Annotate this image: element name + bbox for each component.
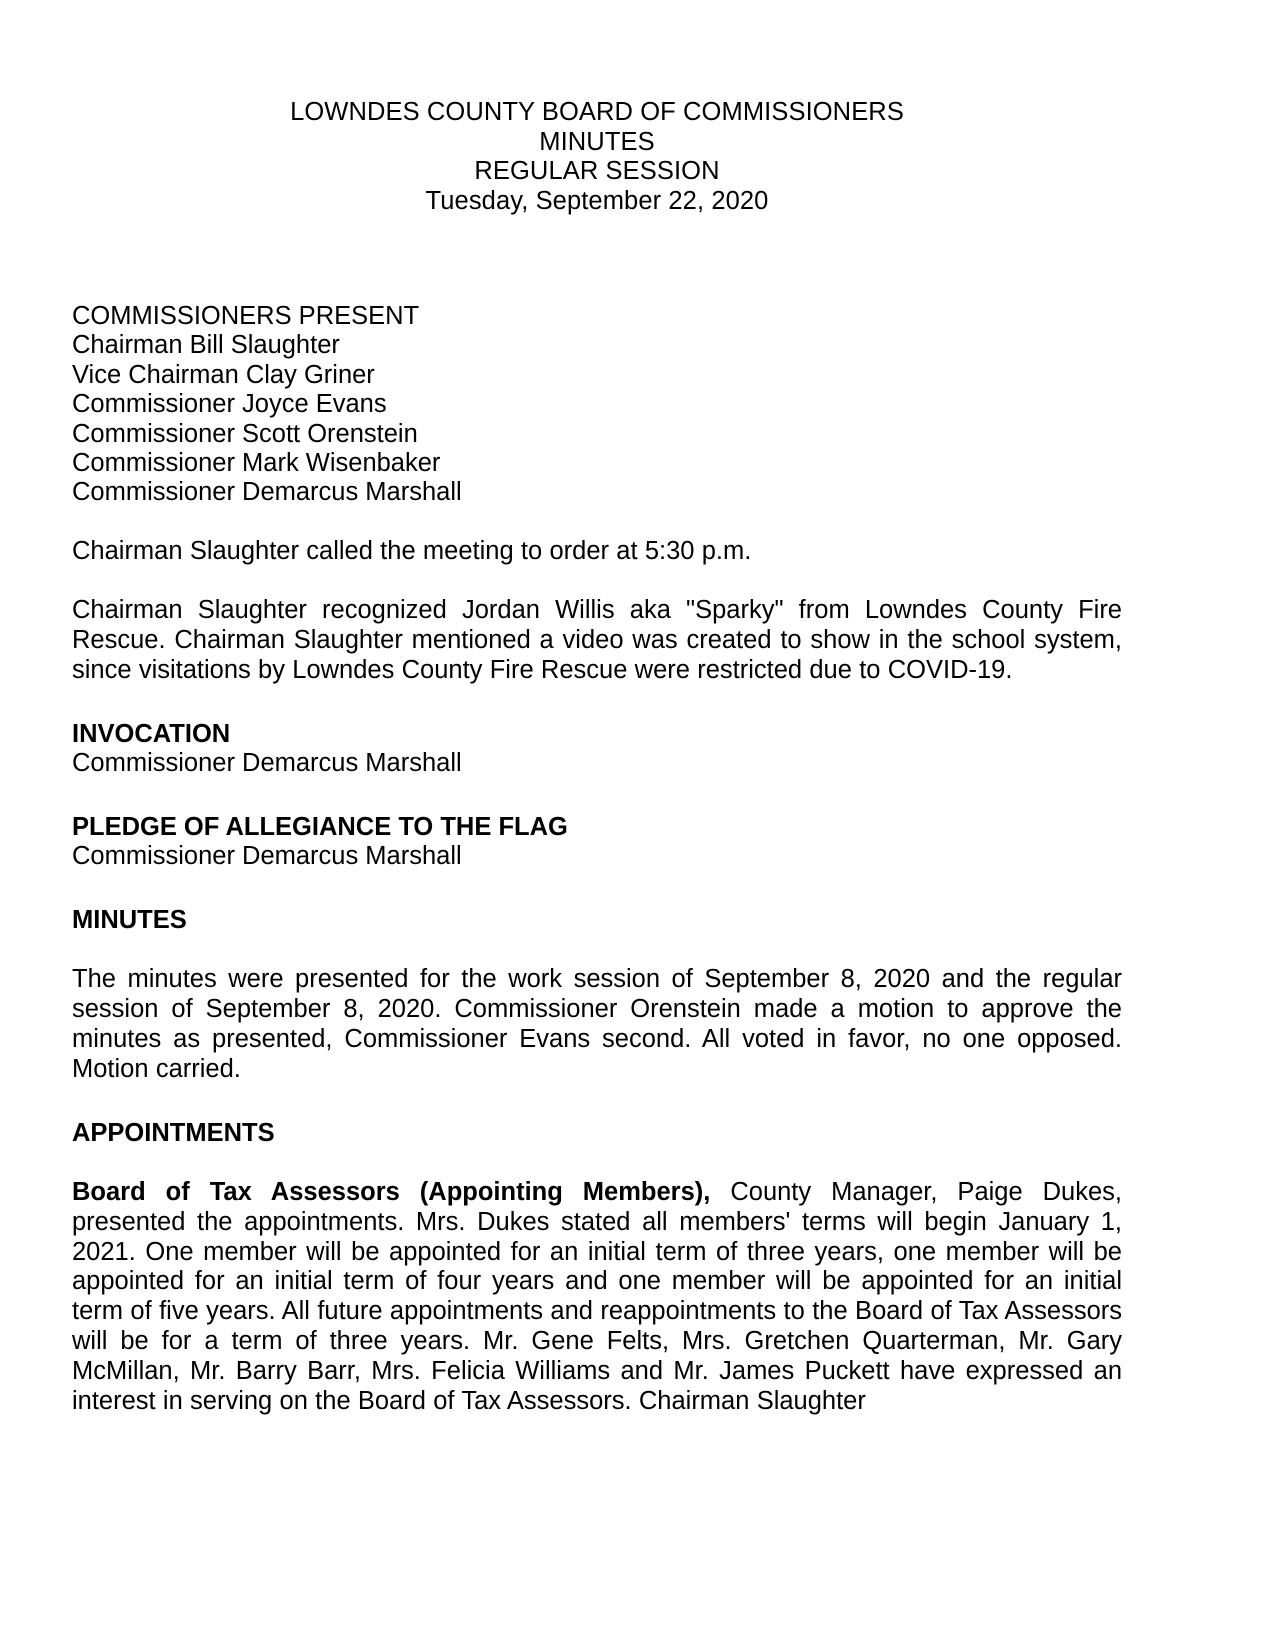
section-heading-appointments: APPOINTMENTS (72, 1118, 275, 1147)
section-heading-invocation: INVOCATION (72, 719, 231, 748)
roster-item-commissioner-orenstein: Commissioner Scott Orenstein (72, 419, 418, 448)
roster-item-commissioner-marshall: Commissioner Demarcus Marshall (72, 478, 462, 507)
header-spacer (72, 216, 1122, 302)
pledge-person: Commissioner Demarcus Marshall (72, 842, 462, 871)
spacer-before-invocation (72, 686, 1122, 720)
roster-item-chairman: Chairman Bill Slaughter (72, 331, 340, 360)
spacer-before-recognition (72, 567, 1122, 596)
spacer-before-minutes (72, 872, 1122, 906)
spacer-before-pledge (72, 779, 1122, 813)
commissioners-present-block (72, 302, 1122, 508)
document-content (72, 98, 1122, 1416)
roster-item-commissioner-wisenbaker: Commissioner Mark Wisenbaker (72, 449, 441, 478)
spacer-before-appointments (72, 1085, 1122, 1119)
invocation-person: Commissioner Demarcus Marshall (72, 749, 462, 778)
spacer-before-minutes-body (72, 935, 1122, 965)
appointments-tax-assessors-paragraph (72, 1178, 1122, 1416)
roster-item-vice-chairman: Vice Chairman Clay Griner (72, 360, 375, 389)
header-line-organization: LOWNDES COUNTY BOARD OF COMMISSIONERS (290, 98, 904, 126)
spacer-before-call-to-order (72, 508, 1122, 537)
minutes-paragraph: The minutes were presented for the work session of September 8, 2020 and the regular session of September 8, 2020. Commissioner Orenstein made a motion to approve the minutes as presented, Commissioner Evans second. All voted in favor, no one opposed. Motion carried. (72, 965, 1122, 1083)
call-to-order-paragraph: Chairman Slaughter called the meeting to order at 5:30 p.m. (72, 537, 752, 566)
appointments-item-lead: Board of Tax Assessors (Appointing Members), (72, 1178, 711, 1206)
section-heading-minutes: MINUTES (72, 905, 187, 934)
commissioners-present-heading: COMMISSIONERS PRESENT (72, 302, 420, 330)
header-line-doctype: MINUTES (539, 127, 655, 156)
spacer-before-appointments-body (72, 1148, 1122, 1178)
document-header (72, 98, 1122, 216)
header-line-date: Tuesday, September 22, 2020 (425, 186, 769, 215)
header-line-session: REGULAR SESSION (474, 157, 720, 185)
recognition-paragraph: Chairman Slaughter recognized Jordan Willis aka "Sparky" from Lowndes County Fire Rescue. Chairman Slaughter mentioned a video was created to show in the school system, since visitations by Lowndes County Fire Rescue were restricted due to COVID-19. (72, 596, 1122, 685)
section-heading-pledge: PLEDGE OF ALLEGIANCE TO THE FLAG (72, 812, 568, 841)
roster-item-commissioner-evans: Commissioner Joyce Evans (72, 390, 387, 419)
appointments-item-body: County Manager, Paige Dukes, presented the appointments. Mrs. Dukes stated all members' terms will begin January 1, 2021. One member will be appointed for an initial term of three years, one member will be appointed for an initial term of four years and one member will be appointed for an initial term of five years. All future appointments and reappointments to the Board of Tax Assessors will be for a term of three years. Mr. Gene Felts, Mrs. Gretchen Quarterman, Mr. Gary McMillan, Mr. Barry Barr, Mrs. Felicia Williams and Mr. James Puckett have expressed an interest in serving on the Board of Tax Assessors. Chairman Slaughter (72, 1178, 1123, 1415)
